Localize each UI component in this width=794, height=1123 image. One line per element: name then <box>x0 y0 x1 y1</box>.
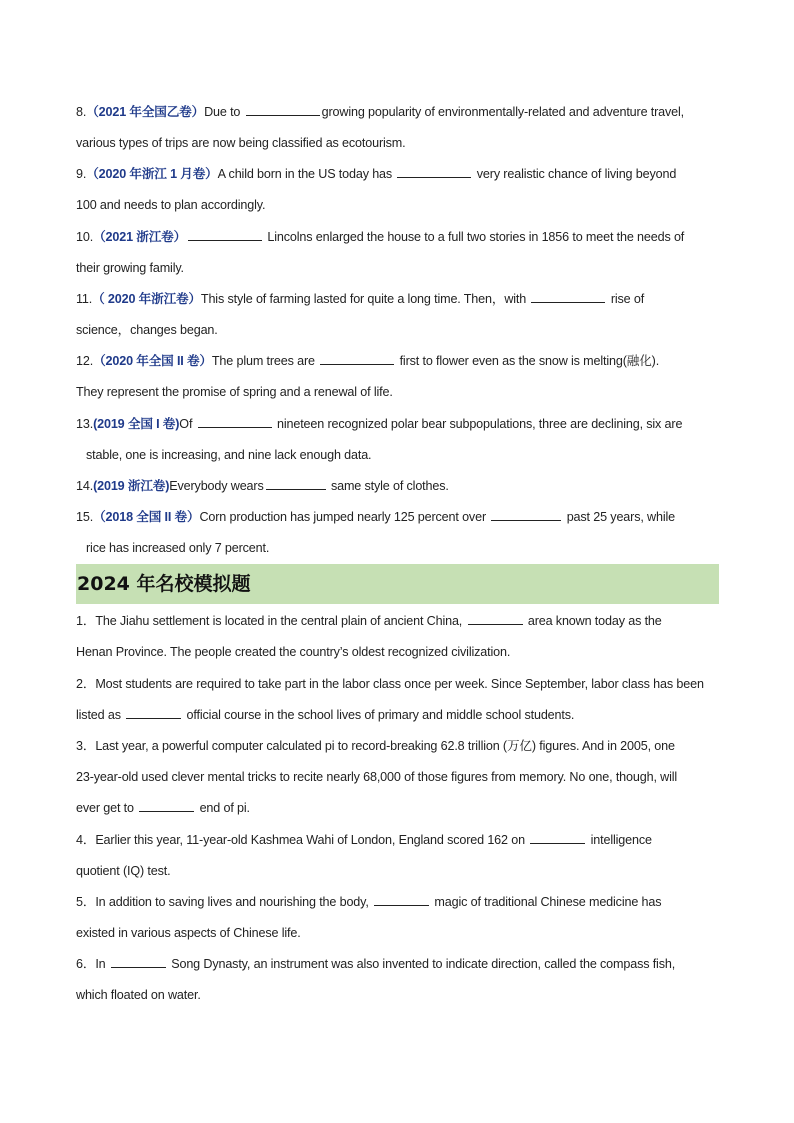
question-text: official course in the school lives of primary and middle school students. <box>183 708 575 722</box>
question-number: 9. <box>76 167 87 181</box>
question-text: The Jiahu settlement is located in the central plain of ancient China, <box>95 614 466 628</box>
question-14 <box>76 471 719 502</box>
question-text: very realistic chance of living beyond <box>473 167 677 181</box>
question-text: same style of clothes. <box>327 479 449 493</box>
question-number: 2． <box>76 677 96 691</box>
question-source: （2021 浙江卷） <box>93 230 187 244</box>
question-source: (2019 浙江卷) <box>93 479 170 493</box>
question-text: In <box>95 957 109 971</box>
question-15 <box>76 502 719 564</box>
question-source: （ 2020 年浙江卷） <box>92 292 201 306</box>
question-source: （2020 年浙江 1 月卷） <box>86 167 218 181</box>
answer-blank[interactable] <box>531 290 605 303</box>
question-8 <box>76 97 719 159</box>
answer-blank[interactable] <box>111 955 166 968</box>
answer-blank[interactable] <box>320 352 394 365</box>
answer-blank[interactable] <box>198 415 272 428</box>
question-text: listed as <box>76 708 125 722</box>
question-10 <box>76 222 719 284</box>
question-text: They represent the promise of spring and a renewal of life. <box>76 385 393 399</box>
question-number: 4． <box>76 833 96 847</box>
mock-question-6 <box>76 949 719 1011</box>
question-text: science，changes began. <box>76 323 218 337</box>
question-9 <box>76 159 719 221</box>
question-text: rice has increased only 7 percent. <box>86 541 270 555</box>
question-number: 1． <box>76 614 96 628</box>
mock-question-5 <box>76 887 719 949</box>
question-number: 8. <box>76 105 87 119</box>
question-text: which floated on water. <box>76 988 201 1002</box>
mock-question-2 <box>76 669 719 731</box>
question-text: end of pi. <box>196 801 250 815</box>
section-banner <box>76 564 719 604</box>
question-number: 11. <box>76 292 93 306</box>
mock-question-4 <box>76 825 719 887</box>
mock-question-3 <box>76 731 719 824</box>
answer-blank[interactable] <box>266 477 326 490</box>
question-text: Lincolns enlarged the house to a full two stories in 1856 to meet the needs of <box>264 230 685 244</box>
question-number: 14. <box>76 479 94 493</box>
question-text: Earlier this year, 11-year-old Kashmea Wahi of London, England scored 162 on <box>95 833 529 847</box>
mock-question-1 <box>76 606 719 668</box>
question-text: Song Dynasty, an instrument was also invented to indicate direction, called the compass fish, <box>167 957 676 971</box>
question-text: quotient (IQ) test. <box>76 864 171 878</box>
answer-blank[interactable] <box>397 165 471 178</box>
question-number: 3． <box>76 739 96 753</box>
question-text: past 25 years, while <box>563 510 675 524</box>
question-text: This style of farming lasted for quite a long time. Then，with <box>200 292 530 306</box>
question-text: rise of <box>607 292 645 306</box>
answer-blank[interactable] <box>491 508 561 521</box>
question-source: （2018 全国 II 卷） <box>93 510 200 524</box>
question-text: area known today as the <box>524 614 662 628</box>
answer-blank[interactable] <box>188 228 262 241</box>
answer-blank[interactable] <box>139 799 194 812</box>
question-text: Most students are required to take part in the labor class once per week. Since September, labor class has been <box>95 677 704 691</box>
question-text: Corn production has jumped nearly 125 percent over <box>199 510 490 524</box>
question-text: magic of traditional Chinese medicine has <box>431 895 662 909</box>
question-text: various types of trips are now being classified as ecotourism. <box>76 136 406 150</box>
question-text: intelligence <box>587 833 652 847</box>
question-number: 12. <box>76 354 94 368</box>
question-text: Henan Province. The people created the country’s oldest recognized civilization. <box>76 645 511 659</box>
question-number: 15. <box>76 510 94 524</box>
question-source: (2019 全国 I 卷) <box>93 417 180 431</box>
answer-blank[interactable] <box>374 893 429 906</box>
answer-blank[interactable] <box>468 612 523 625</box>
question-source: （2021 年全国乙卷） <box>86 105 205 119</box>
question-12 <box>76 346 719 408</box>
question-13 <box>76 409 719 471</box>
answer-blank[interactable] <box>246 103 320 116</box>
question-text: 23-year-old used clever mental tricks to recite nearly 68,000 of those figures from memory. No one, though, will <box>76 770 678 784</box>
question-text: nineteen recognized polar bear subpopulations, three are declining, six are <box>273 417 683 431</box>
question-text: Everybody wears <box>169 479 264 493</box>
question-number: 5． <box>76 895 96 909</box>
question-text: their growing family. <box>76 261 184 275</box>
question-text: first to flower even as the snow is melting(融化). <box>396 354 660 368</box>
question-text: Last year, a powerful computer calculated pi to record-breaking 62.8 trillion (万亿) figures. And in 2005, one <box>95 739 675 753</box>
question-text: growing popularity of environmentally-related and adventure travel, <box>321 105 685 119</box>
answer-blank[interactable] <box>126 706 181 719</box>
question-text: Of <box>179 417 196 431</box>
question-number: 10. <box>76 230 94 244</box>
question-text: stable, one is increasing, and nine lack enough data. <box>86 448 372 462</box>
question-text: existed in various aspects of Chinese life. <box>76 926 301 940</box>
question-source: （2020 年全国 II 卷） <box>93 354 212 368</box>
question-number: 13. <box>76 417 94 431</box>
question-text: A child born in the US today has <box>217 167 396 181</box>
question-number: 6． <box>76 957 96 971</box>
question-11 <box>76 284 719 346</box>
question-text: The plum trees are <box>211 354 319 368</box>
question-text: In addition to saving lives and nourishing the body, <box>95 895 373 909</box>
section-title: 2024 年名校模拟题 <box>77 573 251 595</box>
answer-blank[interactable] <box>530 831 585 844</box>
question-text: ever get to <box>76 801 138 815</box>
question-text: Due to <box>204 105 244 119</box>
question-text: 100 and needs to plan accordingly. <box>76 198 266 212</box>
